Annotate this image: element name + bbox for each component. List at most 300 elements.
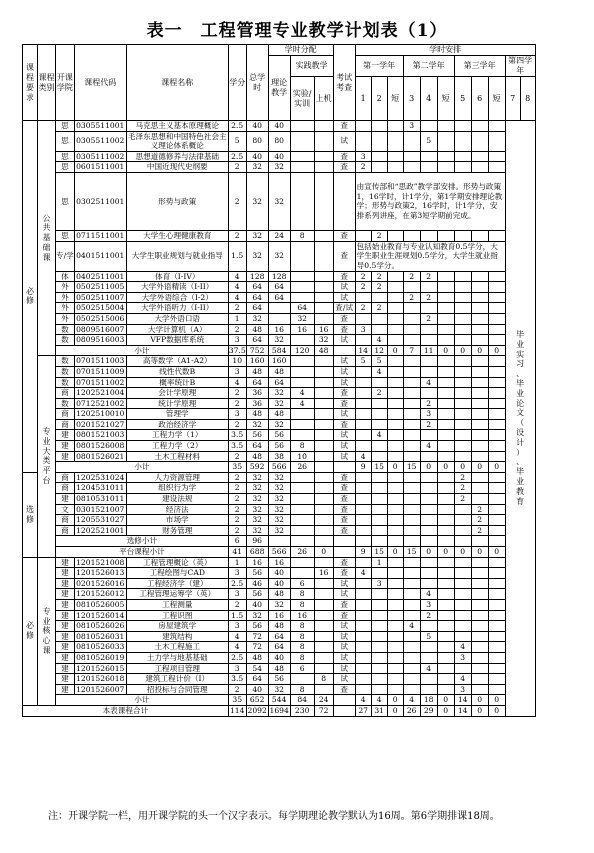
course-code-cell: 0810526026 [76,621,125,631]
term-9-cell [488,610,505,621]
experiment-cell [290,568,314,579]
term-7-cell: 4 [454,674,471,685]
table-row [23,151,536,162]
credit-cell: 2 [228,472,246,483]
term-3-cell [387,230,403,241]
grand-total-row [23,705,536,716]
course-name-cell: 大学外语听力（Ⅰ-II） [126,303,228,314]
credit-cell: 2 [228,324,246,335]
term-7-cell [454,292,471,303]
core-subtotal-term-5: 18 [420,695,437,706]
course-name-cell: 统计学原理 [126,398,228,409]
hours-cell: 56 [246,568,268,579]
term-3-cell [387,430,403,441]
header-term-3: 短 [387,77,403,121]
term-6-cell [437,324,454,335]
term-1-cell [355,589,371,600]
term-3-cell [387,398,403,409]
term-3-cell [387,324,403,335]
term-7-cell: 2 [454,472,471,483]
experiment-cell [290,494,314,505]
hours-cell: 32 [246,313,268,324]
term-2-cell: 3 [371,578,387,589]
course-code-cell: 0201526016 [76,578,125,588]
hours-cell: 64 [246,335,268,346]
term-5-cell [420,578,437,589]
college-cell: 商 [56,419,75,430]
header-total-hours: 总学时 [246,45,268,121]
term-6-cell [437,121,454,132]
term-1-cell: 2 [355,271,371,282]
term-1-cell [355,472,371,483]
header-year-1: 第一学年 [355,56,403,77]
term-9-cell [488,631,505,642]
term-9-cell [488,324,505,335]
term-7-cell [454,303,471,314]
term-5-cell: 5 [420,131,437,151]
term-3-cell [387,303,403,314]
exam-type-cell: 试 [333,335,355,346]
core-subtotal-term-8: 0 [471,695,488,706]
exam-type-cell: 查 [333,684,355,695]
term-7-cell [454,568,471,579]
term-2-cell: 2 [371,230,387,241]
course-name-cell: 工程测量 [126,599,228,610]
table-row [23,162,536,173]
machine-cell [314,589,333,600]
course-name-cell: 工程绘图与CAD [126,568,228,579]
term-9-cell [488,335,505,346]
term-6-cell [437,631,454,642]
credit-cell: 3.5 [228,430,246,441]
theory-cell: 64 [268,377,290,388]
term-4-cell [403,430,420,441]
core-subtotal-term-1: 4 [355,695,371,706]
term-2-cell [371,515,387,526]
term-4-cell [403,494,420,505]
table-row [23,652,536,663]
core-subtotal-credit: 35 [228,695,246,706]
term-5-cell: 4 [420,663,437,674]
term-5-cell: 2 [420,419,437,430]
hours-cell: 32 [246,494,268,505]
term-3-cell [387,610,403,621]
college-cell: 数 [56,324,75,335]
term-6-cell [437,388,454,399]
course-code-cell: 0502515004 [76,303,125,313]
term-6-cell [437,271,454,282]
credit-cell: 2 [228,451,246,462]
hours-cell: 64 [246,282,268,293]
schedule-note-cell: 包括始业教育与专业认知教育0.5学分，大学生职业生涯规划0.5学分，大学生就业指导0.5学分。 [355,241,505,271]
term-3-cell [387,578,403,589]
term-2-cell [371,441,387,452]
platform-subtotal-term-1: 9 [355,547,371,558]
term-5-cell [420,557,437,568]
term-3-cell [387,292,403,303]
table-row [23,515,536,526]
table-row [23,494,536,505]
major-subtotal-term-2: 15 [371,462,387,473]
course-name-cell: 线性代数B [126,366,228,377]
exam-type-cell: 查 [333,230,355,241]
term-5-cell: 2 [420,292,437,303]
term-6-cell [437,451,454,462]
term-8-cell [471,631,488,642]
course-name-cell: VFP数据库系统 [126,335,228,346]
term-4-cell [403,472,420,483]
college-cell: 建 [56,663,75,674]
exam-type-cell: 试 [333,430,355,441]
major-subtotal-term-9: 0 [488,462,505,473]
college-cell: 建 [56,589,75,600]
experiment-cell: 8 [290,441,314,452]
term-1-cell: 5 [355,356,371,367]
term-1-cell: 3 [355,151,371,162]
hours-cell: 40 [246,599,268,610]
exam-type-cell: 查 [333,525,355,536]
major-subtotal-term-4: 15 [403,462,420,473]
machine-cell [314,398,333,409]
term-3-cell [387,409,403,420]
platform-subtotal-exam [333,547,355,558]
course-code-cell: 0305111002 [76,151,125,161]
hours-cell: 32 [246,610,268,621]
course-code-cell: 0701511003 [76,356,125,366]
machine-cell [314,121,333,132]
credit-cell: 4 [228,282,246,293]
term-7-cell [454,610,471,621]
theory-cell: 64 [268,282,290,293]
term-5-cell [420,303,437,314]
term-1-cell: 4 [355,568,371,579]
term-5-cell [420,366,437,377]
term-4-cell [403,377,420,388]
header-term-8: 6 [471,77,488,121]
machine-cell [314,151,333,162]
course-name-cell: 中国近现代史纲要 [126,162,228,173]
term-2-cell: 4 [371,335,387,346]
term-7-cell: 2 [454,494,471,505]
credit-cell: 4 [228,292,246,303]
machine-cell [314,483,333,494]
public-subtotal-row [23,345,536,356]
course-name-cell: 土木工程材料 [126,451,228,462]
grand-total-term-4: 26 [403,705,420,716]
term-5-cell [420,335,437,346]
theory-cell: 48 [268,366,290,377]
term-1-cell [355,121,371,132]
hours-cell: 32 [246,515,268,526]
term-3-cell [387,451,403,462]
machine-cell [314,172,333,230]
hours-cell: 56 [246,589,268,600]
course-name-cell: 土力学与地基基础 [126,652,228,663]
term-3-cell [387,589,403,600]
term-5-cell: 4 [420,377,437,388]
exam-type-cell: 查 [333,162,355,173]
table-row [23,292,536,303]
course-name-cell: 经济法 [126,504,228,515]
credit-cell: 3 [228,409,246,420]
credit-cell: 2.5 [228,121,246,132]
credit-cell: 3 [228,366,246,377]
term-1-cell: 2 [355,303,371,314]
elective-subtotal-term-2 [371,536,387,547]
course-code-cell: 0701511009 [76,366,125,376]
theory-cell: 56 [268,674,290,685]
course-name-cell: 大学生心理健康教育 [126,230,228,241]
schedule-note-cell: 由宣传部和“思政”教学部安排。形势与政策1，16学时，计1学分，第1学期安排理论教学；形势与政策2，16学时，计1学分，安排系列讲座，在第3短学期前完成。 [355,172,505,230]
term-6-cell [437,313,454,324]
public-subtotal-term-7: 0 [454,345,471,356]
term-1-cell [355,483,371,494]
hours-cell: 32 [246,504,268,515]
college-cell: 建 [56,631,75,642]
table-row [23,663,536,674]
college-cell: 建 [56,568,75,579]
machine-cell [314,241,333,271]
college-cell: 外 [56,303,75,314]
term-8-cell [471,430,488,441]
public-subtotal-term-4: 7 [403,345,420,356]
machine-cell [314,610,333,621]
theory-cell: 16 [268,610,290,621]
theory-cell: 32 [268,241,290,271]
theory-cell [268,313,290,324]
exam-type-cell: 查 [333,324,355,335]
credit-cell: 4 [228,377,246,388]
course-code-cell: 1204531011 [76,483,125,493]
grand-total-hours: 2092 [247,705,267,715]
exam-type-cell: 试 [333,409,355,420]
experiment-cell [290,483,314,494]
term-1-cell [355,663,371,674]
experiment-cell [290,292,314,303]
experiment-cell: 8 [290,621,314,632]
term-2-cell [371,483,387,494]
course-name-cell: 马克思主义基本原理概论 [126,121,228,132]
term-9-cell [488,313,505,324]
theory-cell: 32 [268,335,290,346]
term-9-cell [488,303,505,314]
college-cell: 商 [56,483,75,494]
term-2-cell [371,121,387,132]
platform-subtotal-term-2: 15 [371,547,387,558]
core-subtotal-term-7: 14 [454,695,471,706]
term-3-cell [387,271,403,282]
term-1-cell [355,441,371,452]
course-code-cell: 0502511007 [76,292,125,302]
term-3-cell [387,131,403,151]
term-7-cell [454,599,471,610]
term-1-cell [355,631,371,642]
term-2-cell [371,451,387,462]
table-row [23,241,536,271]
course-code-cell: 0502511005 [76,282,125,292]
college-cell: 建 [56,578,75,589]
term-6-cell [437,599,454,610]
term-6-cell [437,356,454,367]
course-name-cell: 招投标与合同管理 [126,684,228,695]
hours-cell: 128 [246,271,268,282]
term-2-cell [371,398,387,409]
term-9-cell [488,684,505,695]
term-5-cell [420,504,437,515]
term-1-cell [355,292,371,303]
credit-cell: 2 [228,684,246,695]
course-name-cell: 高等数学（A1-A2） [126,356,228,367]
course-name-cell: 大学生职业规划与就业指导 [126,241,228,271]
course-name-cell: 管理学 [126,409,228,420]
hours-cell: 32 [246,419,268,430]
term-1-cell [355,409,371,420]
experiment-cell [290,366,314,377]
term-9-cell [488,525,505,536]
theory-cell: 40 [268,568,290,579]
course-code-cell: 0701511002 [76,377,125,387]
term-3-cell [387,282,403,293]
term-3-cell [387,684,403,695]
public-subtotal-term-1: 14 [355,345,371,356]
table-row [23,441,536,452]
machine-cell [314,282,333,293]
term-1-cell [355,504,371,515]
term-7-cell [454,131,471,151]
hours-cell: 36 [246,398,268,409]
elective-subtotal-term-3 [387,536,403,547]
term-4-cell [403,589,420,600]
hours-cell: 48 [246,366,268,377]
term-5-cell [420,525,437,536]
course-code-cell: 0601511001 [76,162,125,172]
theory-cell: 80 [268,131,290,151]
term-4-cell [403,525,420,536]
table-row [23,621,536,632]
course-code-cell: 0810526033 [76,642,125,652]
elective-subtotal-experiment [290,536,314,547]
theory-cell: 40 [268,578,290,589]
term-4-cell [403,451,420,462]
elective-subtotal-term-4 [403,536,420,547]
course-name-cell: 市场学 [126,515,228,526]
term-2-cell [371,377,387,388]
hours-cell: 64 [246,674,268,685]
term-4-cell [403,441,420,452]
term-5-cell: 2 [420,398,437,409]
term-4-cell: 2 [403,292,420,303]
hours-cell: 72 [246,631,268,642]
term-5-cell [420,430,437,441]
hours-cell: 48 [246,652,268,663]
term-1-cell [355,578,371,589]
grand-total-term-5: 29 [420,705,437,716]
experiment-cell [290,121,314,132]
term-8-cell [471,121,488,132]
term-7-cell [454,282,471,293]
machine-cell [314,515,333,526]
hours-cell: 64 [246,441,268,452]
course-name-cell: 大学外语精读（I-II） [126,282,228,293]
term-8-cell [471,335,488,346]
exam-type-cell: 试 [333,589,355,600]
term-2-cell [371,642,387,653]
platform-subtotal-term-6: 0 [437,547,454,558]
course-code-cell: 1202510010 [76,409,125,419]
term-5-cell [420,282,437,293]
term-2-cell [371,663,387,674]
machine-cell [314,377,333,388]
term-1-cell [355,131,371,151]
elective-subtotal-term-5 [420,536,437,547]
core-subtotal-term-3: 0 [387,695,403,706]
experiment-cell: 4 [290,398,314,409]
exam-type-cell: 试 [333,451,355,462]
term-6-cell [437,674,454,685]
college-cell: 数 [56,377,75,388]
course-name-cell: 工程经济学（建） [126,578,228,589]
term-8-cell [471,599,488,610]
term-7-cell [454,356,471,367]
term-9-cell [488,451,505,462]
credit-cell: 2 [228,419,246,430]
public-subtotal-term-9: 0 [488,345,505,356]
hours-cell: 64 [246,292,268,303]
college-cell: 体 [56,271,75,282]
platform-subtotal-term-3: 0 [387,547,403,558]
term-7-cell [454,631,471,642]
hours-cell: 32 [246,172,268,230]
elective-subtotal-row [23,536,536,547]
college-cell: 建 [56,557,75,568]
term-9-cell [488,674,505,685]
term-2-cell [371,589,387,600]
term-8-cell [471,292,488,303]
machine-cell [314,430,333,441]
term-4-cell [403,515,420,526]
college-cell: 思 [56,121,75,132]
table-row [23,230,536,241]
machine-cell: 16 [314,324,333,335]
experiment-cell: 4 [290,388,314,399]
table-row [23,674,536,685]
term-6-cell [437,131,454,151]
public-subtotal-credit: 37.5 [228,345,246,355]
term-5-cell [420,151,437,162]
machine-cell [314,494,333,505]
credit-cell: 1 [228,313,246,324]
term-3-cell [387,335,403,346]
term-5-cell: 2 [420,313,437,324]
term-7-cell [454,430,471,441]
term-8-cell [471,557,488,568]
credit-cell: 2 [228,515,246,526]
college-cell: 商 [56,472,75,483]
experiment-cell [290,131,314,151]
elective-subtotal-theory [268,536,290,547]
course-name-cell: 体育（I-IV） [126,271,228,282]
term-1-cell [355,621,371,632]
experiment-cell [290,504,314,515]
machine-cell [314,366,333,377]
grand-total-experiment: 230 [290,705,314,716]
term-8-cell [471,131,488,151]
term-7-cell [454,377,471,388]
term-7-cell [454,335,471,346]
course-name-cell: 会计学原理 [126,388,228,399]
major-subtotal-credit: 35 [228,462,246,473]
core-subtotal-experiment: 84 [290,695,314,706]
